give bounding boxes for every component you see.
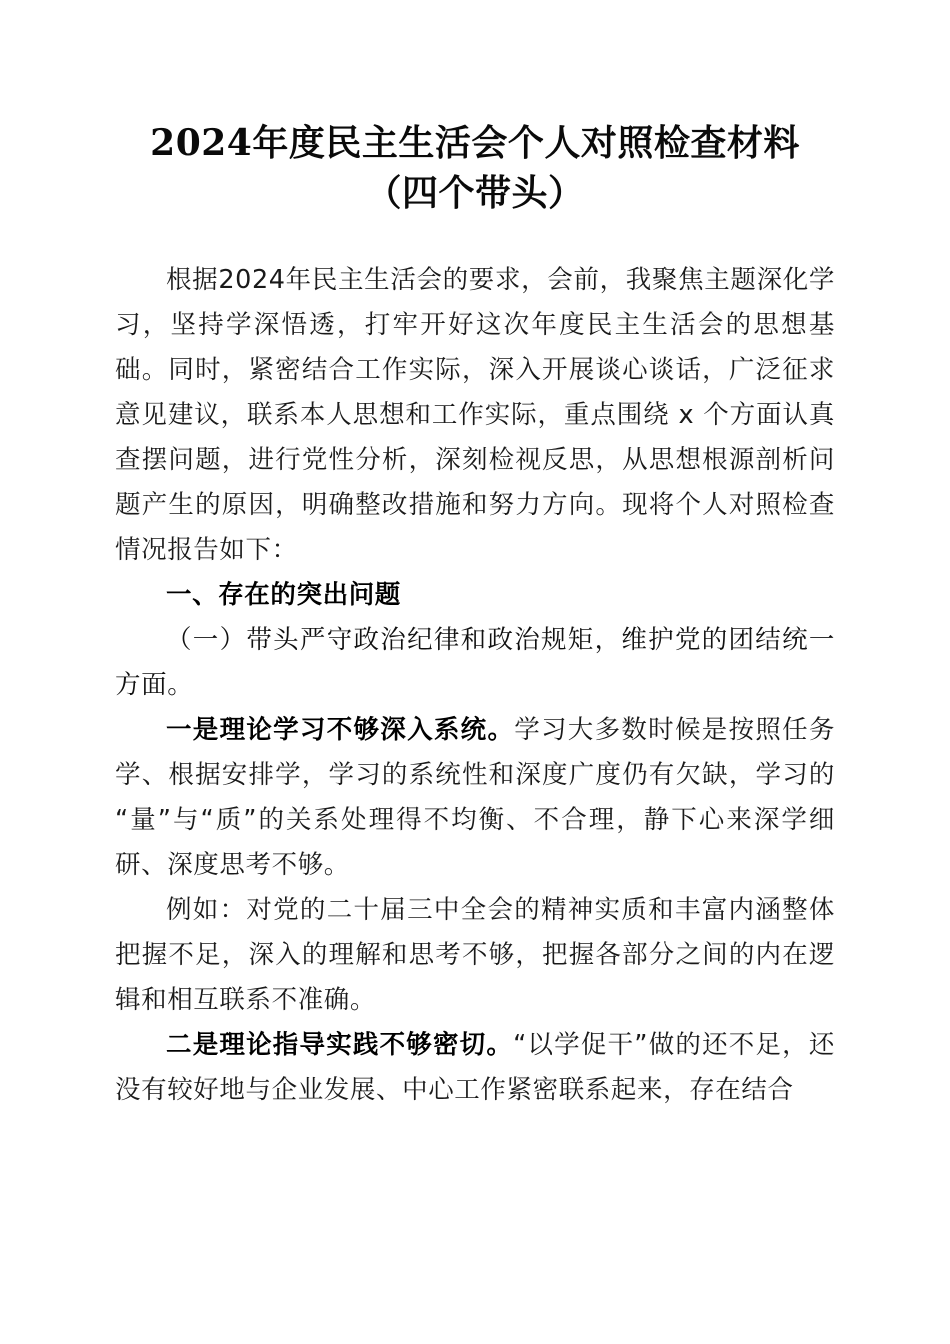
document-body	[115, 218, 835, 1113]
subsection-heading-1: （一）带头严守政治纪律和政治规矩，维护党的团结统一方面。	[115, 625, 835, 700]
example-1-paragraph: 例如：对党的二十届三中全会的精神实质和丰富内涵整体把握不足，深入的理解和思考不够，把握各部分之间的内在逻辑和相互联系不准确。	[115, 895, 835, 1015]
document-title: 2024年度民主生活会个人对照检查材料（四个带头）	[150, 122, 800, 214]
item-2-body: “以学促干”做的还不足，还没有较好地与企业发展、中心工作紧密联系起来，存在结合	[115, 1030, 835, 1105]
item-2-lead: 二是理论指导实践不够密切。	[166, 1030, 514, 1060]
item-1-body: 学习大多数时候是按照任务学、根据安排学，学习的系统性和深度广度仍有欠缺，学习的“量”与“质”的关系处理得不均衡、不合理，静下心来深学细研、深度思考不够。	[115, 715, 835, 880]
section-heading-1: 一、存在的突出问题	[166, 580, 401, 610]
item-2-paragraph	[115, 1023, 835, 1113]
item-1-lead: 一是理论学习不够深入系统。	[166, 715, 515, 745]
intro-paragraph: 根据2024年民主生活会的要求，会前，我聚焦主题深化学习，坚持学深悟透，打牢开好这次年度民主生活会的思想基础。同时，紧密结合工作实际，深入开展谈心谈话，广泛征求意见建议，联系本人思想和工作实际，重点围绕 x 个方面认真查摆问题，进行党性分析，深刻检视反思，从思想根源剖析问题产生的原因，明确整改措施和努力方向。现将个人对照检查情况报告如下：	[115, 265, 835, 565]
item-1-paragraph	[115, 708, 835, 888]
